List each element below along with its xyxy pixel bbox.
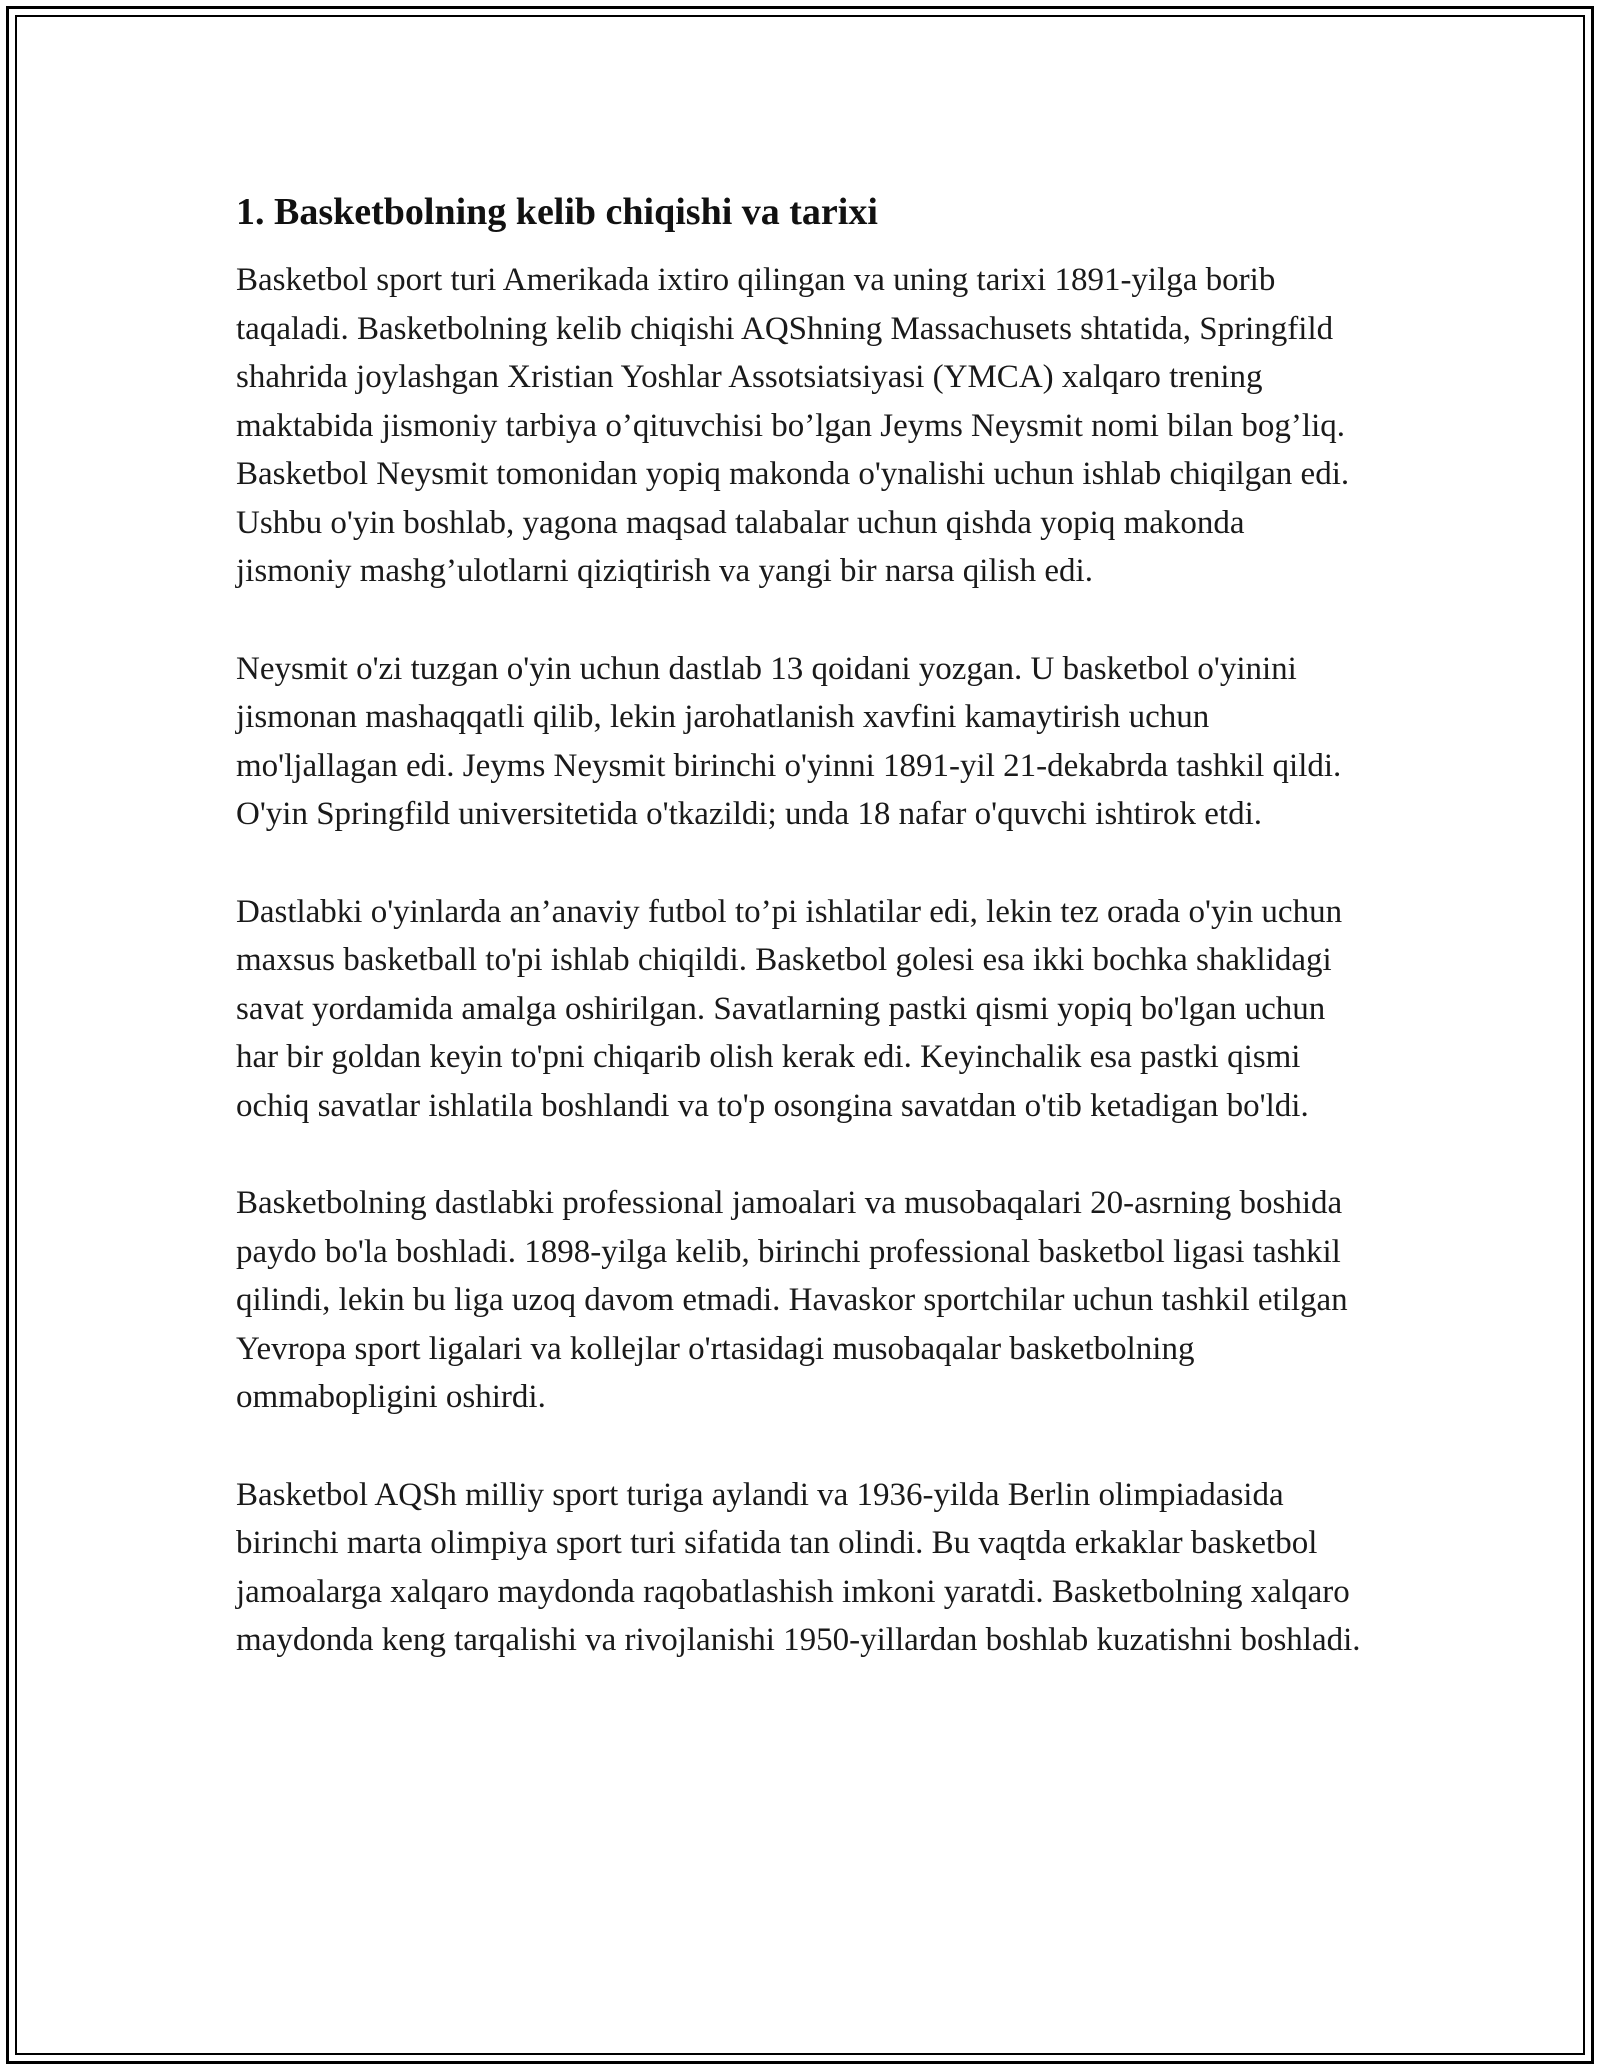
paragraph-1: Basketbol sport turi Amerikada ixtiro qilingan va uning tarixi 1891-yilga borib taqaladi. Basketbolning kelib chiqishi AQShning Massachusets shtatida, Springfild shahrida joylashgan Xristian Yoshlar Assotsiatsiyasi (YMCA) xalqaro trening maktabida jismoniy tarbiya o’qituvchisi bo’lgan Jeyms Neysmit nomi bilan bog’liq. Basketbol Neysmit tomonidan yopiq makonda o'ynalishi uchun ishlab chiqilgan edi. Ushbu o'yin boshlab, yagona maqsad talabalar uchun qishda yopiq makonda jismoniy mashg’ulotlarni qiziqtirish va yangi bir narsa qilish edi.	[236, 262, 1350, 589]
paragraph-4: Basketbolning dastlabki professional jamoalari va musobaqalari 20-asrning boshida paydo bo'la boshladi. 1898-yilga kelib, birinchi professional basketbol ligasi tashkil qilindi, lekin bu liga uzoq davom etmadi. Havaskor sportchilar uchun tashkil etilgan Yevropa sport ligalari va kollejlar o'rtasidagi musobaqalar basketbolning ommabopligini oshirdi.	[236, 1185, 1348, 1415]
document-body	[236, 186, 1376, 1714]
paragraph-5: Basketbol AQSh milliy sport turiga aylandi va 1936-yilda Berlin olimpiadasida birinchi marta olimpiya sport turi sifatida tan olindi. Bu vaqtda erkaklar basketbol jamoalarga xalqaro maydonda raqobatlashish imkoni yaratdi. Basketbolning xalqaro maydonda keng tarqalishi va rivojlanishi 1950-yillardan boshlab kuzatishni boshladi.	[236, 1476, 1361, 1658]
paragraph-3: Dastlabki o'yinlarda an’anaviy futbol to’pi ishlatilar edi, lekin tez orada o'yin uchun maxsus basketball to'pi ishlab chiqildi. Basketbol golesi esa ikki bochka shaklidagi savat yordamida amalga oshirilgan. Savatlarning pastki qismi yopiq bo'lgan uchun har bir goldan keyin to'pni chiqarib olish kerak edi. Keyinchalik esa pastki qismi ochiq savatlar ishlatila boshlandi va to'p osongina savatdan o'tib ketadigan bo'ldi.	[236, 893, 1343, 1124]
section-heading: 1. Basketbolning kelib chiqishi va tarixi	[236, 191, 878, 233]
paragraph-2: Neysmit o'zi tuzgan o'yin uchun dastlab 13 qoidani yozgan. U basketbol o'yinini jismonan mashaqqatli qilib, lekin jarohatlanish xavfini kamaytirish uchun mo'ljallagan edi. Jeyms Neysmit birinchi o'yinni 1891-yil 21-dekabrda tashkil qildi. O'yin Springfild universitetida o'tkazildi; unda 18 nafar o'quvchi ishtirok etdi.	[236, 650, 1342, 832]
